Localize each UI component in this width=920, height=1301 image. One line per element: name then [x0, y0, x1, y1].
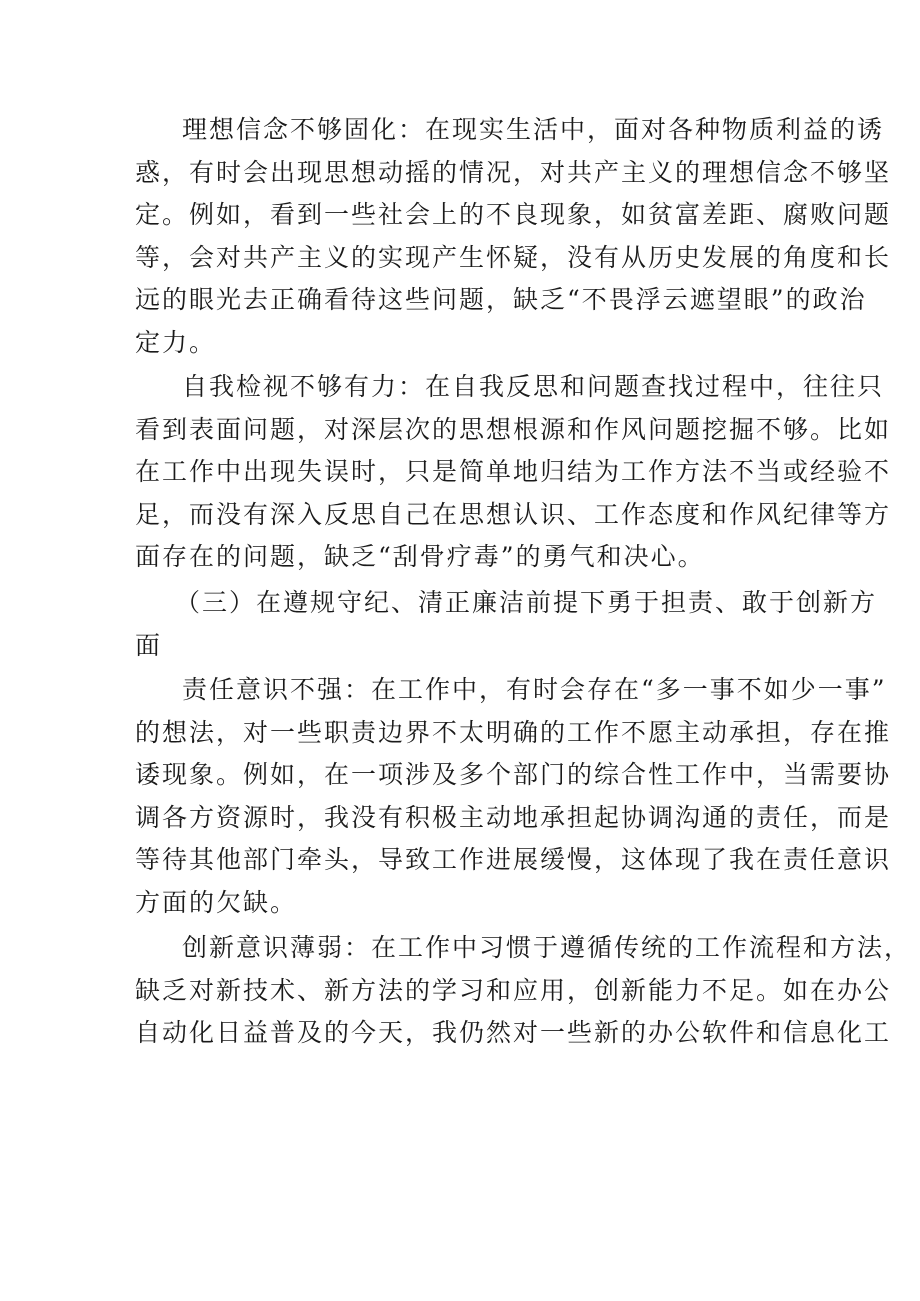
- text-line: 自动化日益普及的今天，我仍然对一些新的办公软件和信息化工: [135, 1018, 892, 1047]
- text-line: 调各方资源时，我没有积极主动地承担起协调沟通的责任，而是: [135, 803, 892, 832]
- text-line: 足，而没有深入反思自己在思想认识、工作态度和作风纪律等方: [135, 500, 892, 529]
- text-line: 远的眼光去正确看待这些问题，缺乏“不畏浮云遮望眼”的政治: [135, 285, 867, 314]
- text-line: 缺乏对新技术、新方法的学习和应用，创新能力不足。如在办公: [135, 976, 892, 1005]
- heading-line: （三）在遵规守纪、清正廉洁前提下勇于担责、敢于创新方: [175, 588, 878, 617]
- text-line: 创新意识薄弱：在工作中习惯于遵循传统的工作流程和方法，: [182, 933, 912, 962]
- text-line: 面存在的问题，缺乏“刮骨疗毒”的勇气和决心。: [135, 542, 705, 571]
- text-line: 惑，有时会出现思想动摇的情况，对共产主义的理想信念不够坚: [135, 158, 892, 187]
- text-line: 在工作中出现失误时，只是简单地归结为工作方法不当或经验不: [135, 457, 892, 486]
- text-line: 定。例如，看到一些社会上的不良现象，如贫富差距、腐败问题: [135, 200, 892, 229]
- text-line: 等待其他部门牵头，导致工作进展缓慢，这体现了我在责任意识: [135, 845, 892, 874]
- text-line: 诿现象。例如，在一项涉及多个部门的综合性工作中，当需要协: [135, 760, 892, 789]
- text-line: 看到表面问题，对深层次的思想根源和作风问题挖掘不够。比如: [135, 415, 892, 444]
- text-line: 责任意识不强：在工作中，有时会存在“多一事不如少一事”: [182, 675, 887, 704]
- heading-line: 面: [135, 631, 163, 660]
- text-line: 理想信念不够固化：在现实生活中，面对各种物质利益的诱: [182, 115, 885, 144]
- text-line: 自我检视不够有力：在自我反思和问题查找过程中，往往只: [182, 372, 885, 401]
- text-line: 方面的欠缺。: [135, 888, 298, 917]
- text-line: 定力。: [135, 328, 217, 357]
- text-line: 等，会对共产主义的实现产生怀疑，没有从历史发展的角度和长: [135, 243, 892, 272]
- text-line: 的想法，对一些职责边界不太明确的工作不愿主动承担，存在推: [135, 718, 892, 747]
